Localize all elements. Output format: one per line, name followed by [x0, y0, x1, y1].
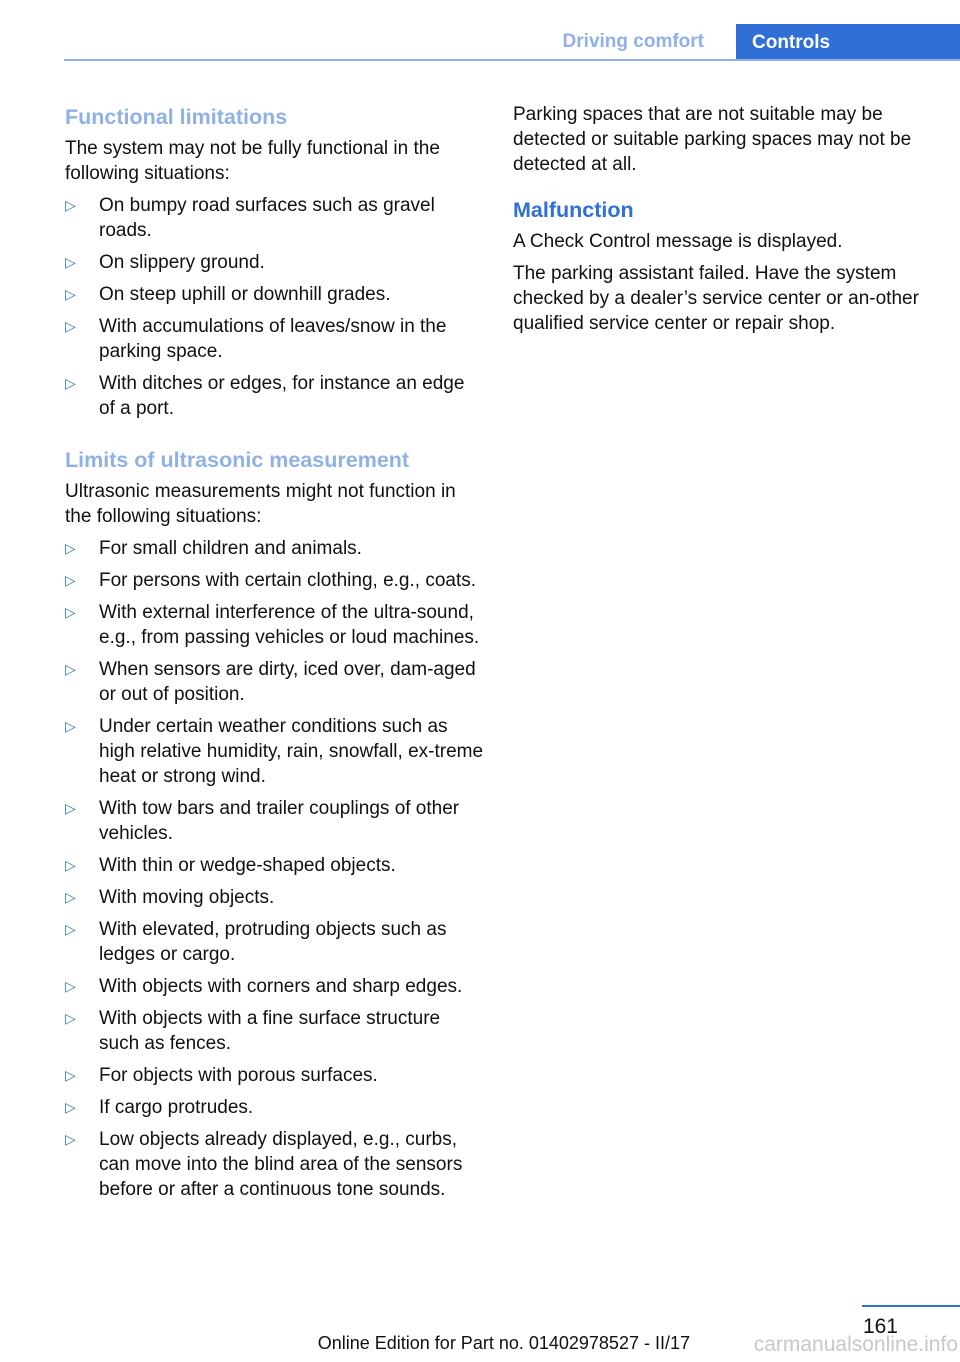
- list-item-text: With tow bars and trailer couplings of other vehicles.: [99, 798, 460, 844]
- list-item: [65, 974, 485, 999]
- list-item-text: Under certain weather conditions such as high relative humidity, rain, snowfall, ex-treme heat or strong wind.: [99, 716, 484, 787]
- triangle-right-icon: ▷: [65, 572, 76, 588]
- list-item: [65, 885, 485, 910]
- list-item: [65, 1095, 485, 1120]
- list-item-text: For small children and animals.: [99, 538, 362, 559]
- triangle-right-icon: ▷: [65, 286, 76, 302]
- triangle-right-icon: ▷: [65, 318, 76, 334]
- malfunction-message: A Check Control message is displayed.: [513, 231, 843, 252]
- list-item-text: With objects with corners and sharp edges.: [99, 976, 463, 997]
- parking-spaces-continuation: Parking spaces that are not suitable may be detected or suitable parking spaces may not be detected at all.: [513, 104, 912, 175]
- page-header: [0, 0, 960, 64]
- list-item-text: With accumulations of leaves/snow in the parking space.: [99, 316, 447, 362]
- header-section-title: Driving comfort: [562, 31, 704, 52]
- list-item-text: With elevated, protruding objects such as ledges or cargo.: [99, 919, 447, 965]
- triangle-right-icon: ▷: [65, 1067, 76, 1083]
- malfunction-section: [513, 195, 923, 336]
- left-column: [65, 102, 485, 1226]
- triangle-right-icon: ▷: [65, 661, 76, 677]
- list-item-text: On steep uphill or downhill grades.: [99, 284, 391, 305]
- functional-limitations-intro: The system may not be fully functional in the following situations:: [65, 138, 440, 184]
- footer-divider: [862, 1305, 960, 1307]
- triangle-right-icon: ▷: [65, 604, 76, 620]
- right-column: [513, 102, 923, 343]
- triangle-right-icon: ▷: [65, 921, 76, 937]
- list-item: [65, 1127, 485, 1202]
- ultrasonic-limits-heading: Limits of ultrasonic measurement: [65, 448, 410, 472]
- malfunction-advice: The parking assistant failed. Have the system checked by a dealer’s service center or an-other qualified service center or repair shop.: [513, 263, 919, 334]
- triangle-right-icon: ▷: [65, 197, 76, 213]
- list-item-text: If cargo protrudes.: [99, 1097, 254, 1118]
- list-item: [65, 282, 485, 307]
- triangle-right-icon: ▷: [65, 375, 76, 391]
- list-item-text: With ditches or edges, for instance an edge of a port.: [99, 373, 465, 419]
- triangle-right-icon: ▷: [65, 800, 76, 816]
- page-number: 161: [862, 1315, 898, 1338]
- watermark: carmanualsonline.info: [753, 1333, 958, 1356]
- list-item: [65, 657, 485, 707]
- list-item: [65, 250, 485, 275]
- triangle-right-icon: ▷: [65, 1131, 76, 1147]
- triangle-right-icon: ▷: [65, 718, 76, 734]
- ultrasonic-limits-intro: Ultrasonic measurements might not function in the following situations:: [65, 481, 456, 527]
- list-item-text: When sensors are dirty, iced over, dam-aged or out of position.: [99, 659, 476, 705]
- list-item: [65, 917, 485, 967]
- triangle-right-icon: ▷: [65, 889, 76, 905]
- list-item-text: For persons with certain clothing, e.g., coats.: [99, 570, 477, 591]
- header-chapter-tab: Controls: [736, 24, 960, 61]
- list-item: [65, 193, 485, 243]
- triangle-right-icon: ▷: [65, 254, 76, 270]
- list-item: [65, 600, 485, 650]
- functional-limitations-heading: Functional limitations: [65, 105, 288, 129]
- list-item-text: On bumpy road surfaces such as gravel roads.: [99, 195, 435, 241]
- edition-note: Online Edition for Part no. 01402978527 - II/17: [317, 1333, 690, 1353]
- triangle-right-icon: ▷: [65, 540, 76, 556]
- list-item: [65, 796, 485, 846]
- list-item: [65, 714, 485, 789]
- list-item: [65, 853, 485, 878]
- list-item: [65, 568, 485, 593]
- list-item: [65, 371, 485, 421]
- ultrasonic-limits-section: [65, 445, 485, 1202]
- list-item: [65, 314, 485, 364]
- list-item-text: For objects with porous surfaces.: [99, 1065, 378, 1086]
- triangle-right-icon: ▷: [65, 1010, 76, 1026]
- ultrasonic-limits-list: [65, 536, 485, 1202]
- triangle-right-icon: ▷: [65, 978, 76, 994]
- triangle-right-icon: ▷: [65, 1099, 76, 1115]
- list-item-text: With thin or wedge-shaped objects.: [99, 855, 396, 876]
- list-item-text: With external interference of the ultra-sound, e.g., from passing vehicles or loud machines.: [99, 602, 480, 648]
- malfunction-heading: Malfunction: [513, 198, 634, 222]
- list-item: [65, 536, 485, 561]
- list-item: [65, 1063, 485, 1088]
- list-item-text: With moving objects.: [99, 887, 275, 908]
- list-item-text: With objects with a fine surface structure such as fences.: [99, 1008, 441, 1054]
- functional-limitations-section: [65, 102, 485, 421]
- header-divider: [64, 59, 960, 61]
- list-item-text: Low objects already displayed, e.g., curbs, can move into the blind area of the sensors before or after a continuous tone sounds.: [99, 1129, 463, 1200]
- triangle-right-icon: ▷: [65, 857, 76, 873]
- list-item-text: On slippery ground.: [99, 252, 265, 273]
- functional-limitations-list: [65, 193, 485, 421]
- list-item: [65, 1006, 485, 1056]
